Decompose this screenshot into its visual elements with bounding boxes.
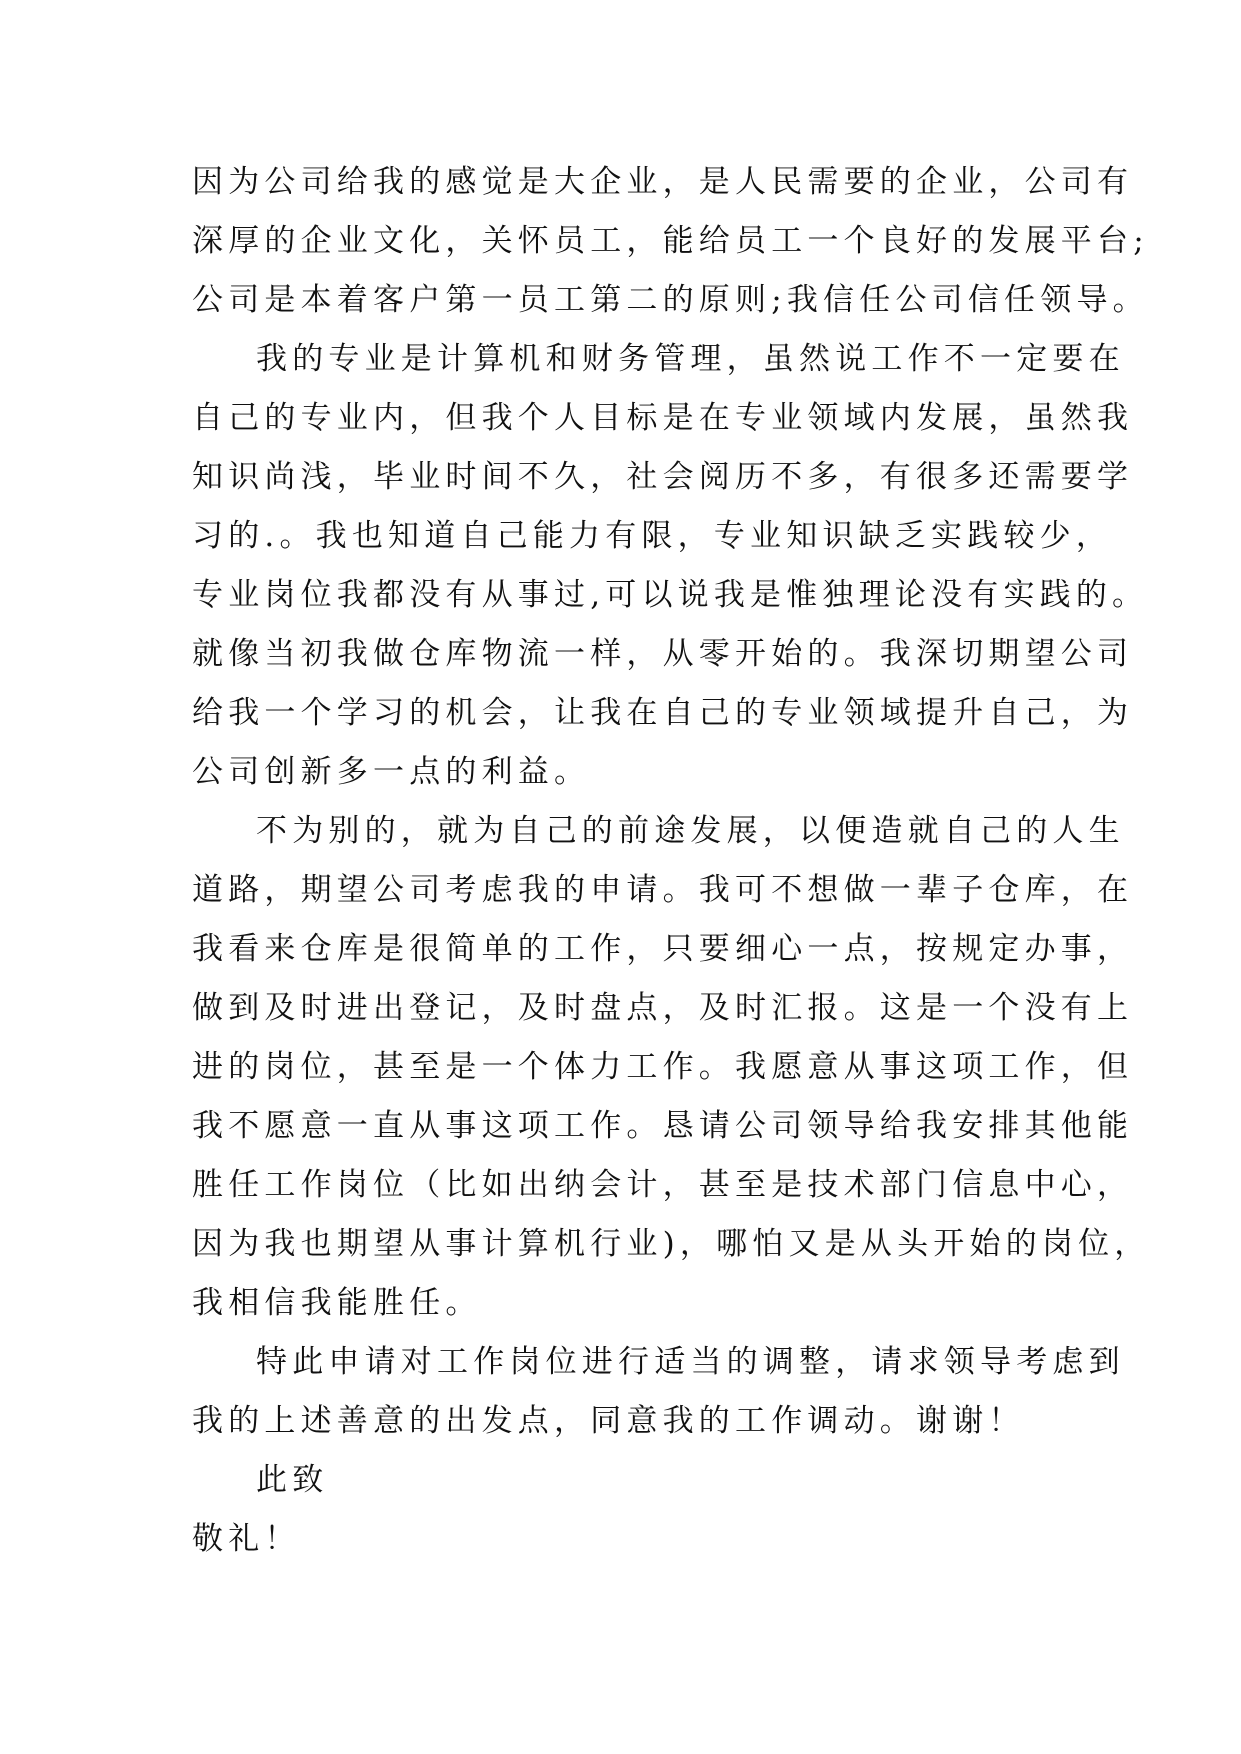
- closing-regards: 敬礼！: [192, 1521, 301, 1557]
- text-line: 道路，期望公司考虑我的申请。我可不想做一辈子仓库，在: [192, 872, 1134, 908]
- text-line: 知识尚浅，毕业时间不久，社会阅历不多，有很多还需要学: [192, 459, 1134, 495]
- text-line: 我的上述善意的出发点，同意我的工作调动。谢谢！: [192, 1403, 1025, 1439]
- text-line: 我的专业是计算机和财务管理，虽然说工作不一定要在: [256, 341, 1125, 377]
- text-line: 不为别的，就为自己的前途发展，以便造就自己的人生: [256, 813, 1125, 849]
- text-line: 我看来仓库是很简单的工作，只要细心一点，按规定办事，: [192, 931, 1134, 967]
- text-line: 就像当初我做仓库物流一样，从零开始的。我深切期望公司: [192, 636, 1134, 672]
- text-line: 做到及时进出登记，及时盘点，及时汇报。这是一个没有上: [192, 990, 1134, 1026]
- text-line: 给我一个学习的机会，让我在自己的专业领域提升自己，为: [192, 695, 1134, 731]
- text-line: 进的岗位，甚至是一个体力工作。我愿意从事这项工作，但: [192, 1049, 1134, 1085]
- text-line: 胜任工作岗位（比如出纳会计，甚至是技术部门信息中心，: [192, 1167, 1134, 1203]
- closing-salutation: 此致: [256, 1462, 329, 1498]
- text-line: 公司是本着客户第一员工第二的原则;我信任公司信任领导。: [192, 282, 1149, 318]
- text-line: 自己的专业内，但我个人目标是在专业领域内发展，虽然我: [192, 400, 1134, 436]
- text-line: 特此申请对工作岗位进行适当的调整，请求领导考虑到: [256, 1344, 1125, 1380]
- text-line: 因为我也期望从事计算机行业)，哪怕又是从头开始的岗位，: [192, 1226, 1151, 1262]
- text-line: 深厚的企业文化，关怀员工，能给员工一个良好的发展平台;: [192, 223, 1149, 259]
- text-line: 公司创新多一点的利益。: [192, 754, 591, 790]
- text-line: 因为公司给我的感觉是大企业，是人民需要的企业，公司有: [192, 164, 1134, 200]
- text-line: 我不愿意一直从事这项工作。恳请公司领导给我安排其他能: [192, 1108, 1134, 1144]
- text-line: 我相信我能胜任。: [192, 1285, 482, 1321]
- text-line: 专业岗位我都没有从事过,可以说我是惟独理论没有实践的。: [192, 577, 1149, 613]
- text-line: 习的.。我也知道自己能力有限，专业知识缺乏实践较少，: [192, 518, 1113, 554]
